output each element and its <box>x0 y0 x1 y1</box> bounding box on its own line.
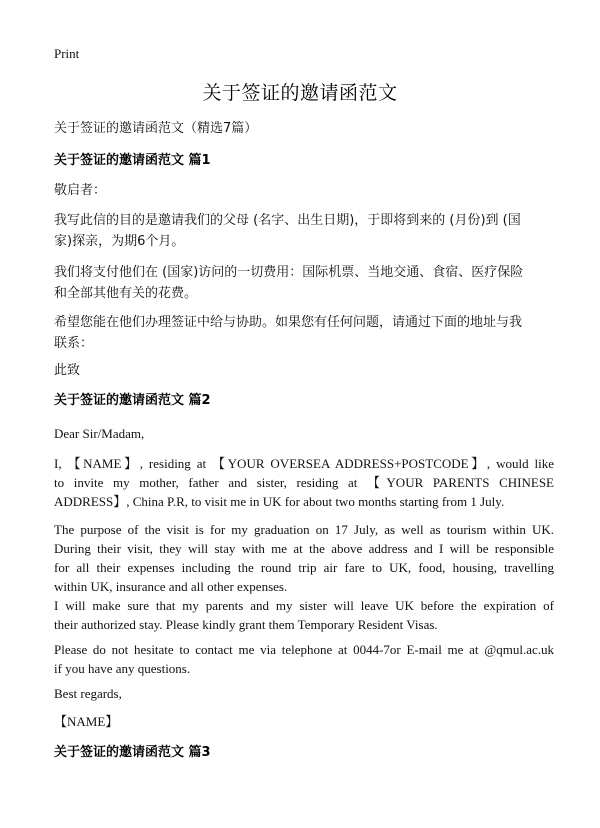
section-1-paragraph-1 <box>54 210 554 252</box>
text-line: 我写此信的目的是邀请我们的父母 (名字、出生日期)，于即将到来的 (月份)到 (国 <box>54 213 521 228</box>
text-line: Please do not hesitate to contact me via telephone at 0044-7or E-mail me at @qmul.ac.uk <box>54 642 554 657</box>
text-line: 联系： <box>54 336 94 351</box>
section-2-paragraph-3 <box>54 596 554 634</box>
section-3-heading: 关于签证的邀请函范文 篇3 <box>54 745 211 760</box>
text-line: During their visit, they will stay with me at the above address and I will be responsible <box>54 541 554 556</box>
section-2-paragraph-1 <box>54 454 554 511</box>
section-1-paragraph-3 <box>54 312 554 354</box>
subtitle: 关于签证的邀请函范文（精选7篇） <box>54 121 258 136</box>
text-line: ADDRESS】, China P.R, to visit me in UK for about two months starting from 1 July. <box>54 494 505 509</box>
section-2-paragraph-4 <box>54 640 554 678</box>
page-title: 关于签证的邀请函范文 <box>202 82 398 104</box>
text-line: for all their expenses including the round trip air fare to UK, food, housing, travelling <box>54 560 554 575</box>
section-1-greeting: 敬启者： <box>54 183 107 198</box>
section-2-signature: 【NAME】 <box>54 714 119 729</box>
section-1-heading: 关于签证的邀请函范文 篇1 <box>54 153 211 168</box>
text-line: their authorized stay. Please kindly grant them Temporary Resident Visas. <box>54 617 438 632</box>
text-line: within UK, insurance and all other expenses. <box>54 579 288 594</box>
section-2-paragraph-2 <box>54 520 554 596</box>
text-line: if you have any questions. <box>54 661 191 676</box>
text-line: 家)探亲，为期6个月。 <box>54 234 185 249</box>
text-line: I will make sure that my parents and my sister will leave UK before the expiration of <box>54 598 554 613</box>
text-line: 和全部其他有关的花费。 <box>54 286 198 301</box>
section-2-regards: Best regards, <box>54 686 122 701</box>
text-line: The purpose of the visit is for my graduation on 17 July, as well as tourism within UK. <box>54 522 554 537</box>
text-line: to invite my mother, father and sister, residing at 【YOUR PARENTS CHINESE <box>54 475 554 490</box>
text-line: 我们将支付他们在 (国家)访问的一切费用：国际机票、当地交通、食宿、医疗保险 <box>54 265 524 280</box>
text-line: 希望您能在他们办理签证中给与协助。如果您有任何问题，请通过下面的地址与我 <box>54 315 523 330</box>
section-1-closing: 此致 <box>54 363 81 378</box>
section-1-paragraph-2 <box>54 262 554 304</box>
print-link[interactable]: Print <box>54 46 80 61</box>
text-line: I, 【NAME】, residing at 【YOUR OVERSEA ADDRESS+POSTCODE】, would like <box>54 456 554 471</box>
section-2-heading: 关于签证的邀请函范文 篇2 <box>54 393 211 408</box>
section-2-salutation: Dear Sir/Madam, <box>54 426 145 441</box>
